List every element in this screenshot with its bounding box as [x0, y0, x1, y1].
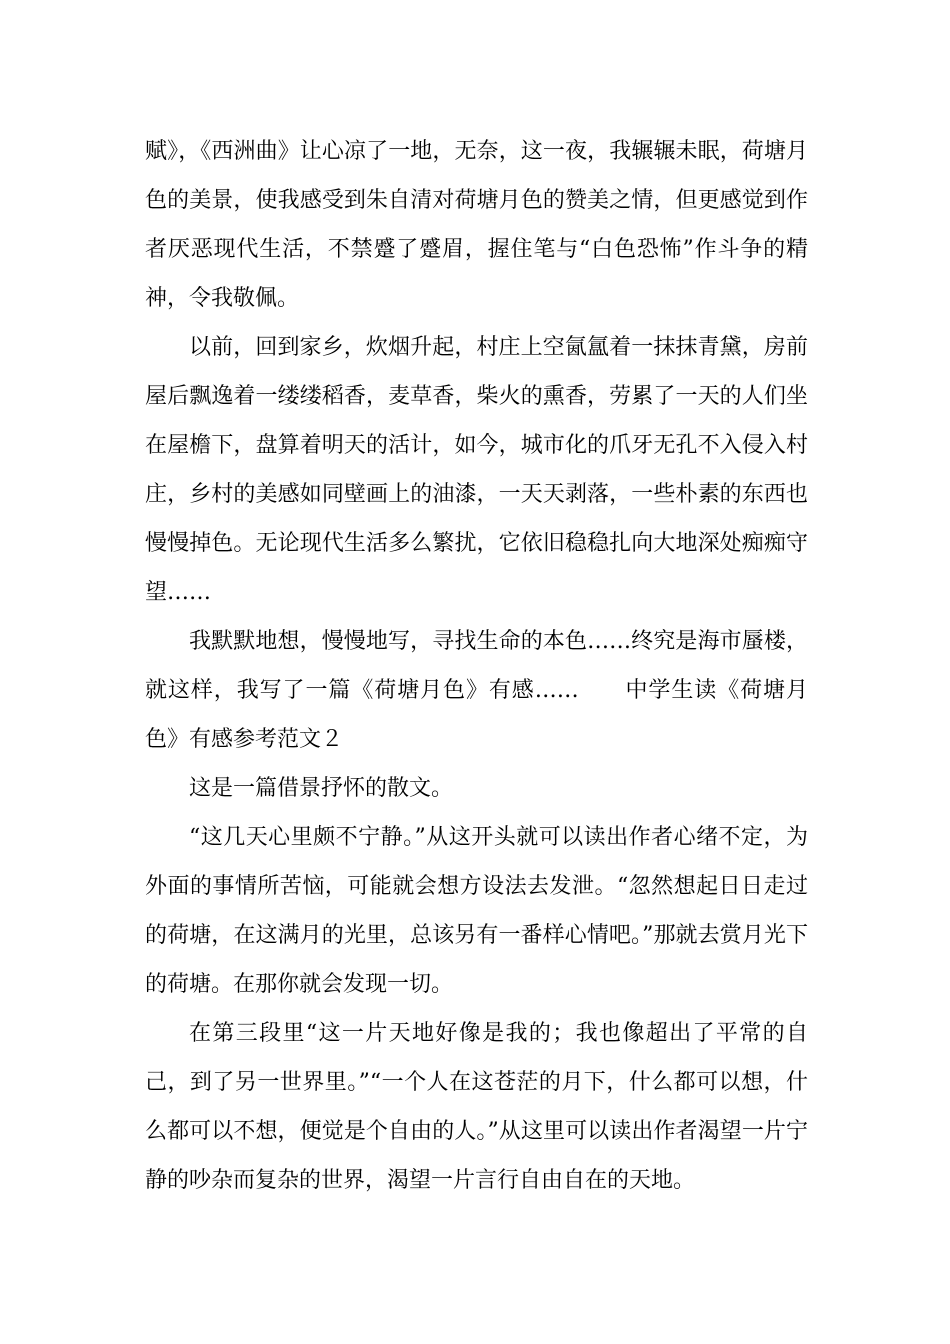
- document-body: [145, 127, 808, 1205]
- paragraph-2: 以前，回到家乡，炊烟升起，村庄上空氤氲着一抹抹青黛，房前屋后飘逸着一缕缕稻香，麦草香，柴火的熏香，劳累了一天的人们坐在屋檐下，盘算着明天的活计，如今，城市化的爪牙无孔不入侵入村庄，乡村的美感如同壁画上的油漆，一天天剥落，一些朴素的东西也慢慢掉色。无论现代生活多么繁扰，它依旧稳稳扎向大地深处痴痴守望……: [145, 335, 808, 605]
- paragraph-3: 我默默地想，慢慢地写，寻找生命的本色……终究是海市蜃楼，就这样，我写了一篇《荷塘月色》有感…… 中学生读《荷塘月色》有感参考范文２: [145, 629, 808, 752]
- paragraph-5: “这几天心里颇不宁静。”从这开头就可以读出作者心绪不定，为外面的事情所苦恼，可能就会想方设法去发泄。“忽然想起日日走过的荷塘，在这满月的光里，总该另有一番样心情吧。”那就去赏月光下的荷塘。在那你就会发现一切。: [145, 825, 808, 997]
- paragraph-1: 赋》，《西洲曲》让心凉了一地，无奈，这一夜，我辗辗未眠，荷塘月色的美景，使我感受到朱自清对荷塘月色的赞美之情，但更感觉到作者厌恶现代生活，不禁蹙了蹙眉，握住笔与“白色恐怖”作斗争的精神，令我敬佩。: [145, 139, 808, 311]
- paragraph-4: 这是一篇借景抒怀的散文。: [189, 776, 454, 801]
- paragraph-6: 在第三段里“这一片天地好像是我的；我也像超出了平常的自己，到了另一世界里。”“一个人在这苍茫的月下，什么都可以想，什么都可以不想，便觉是个自由的人。”从这里可以读出作者渴望一片宁静的吵杂而复杂的世界，渴望一片言行自由自在的天地。: [145, 1021, 808, 1193]
